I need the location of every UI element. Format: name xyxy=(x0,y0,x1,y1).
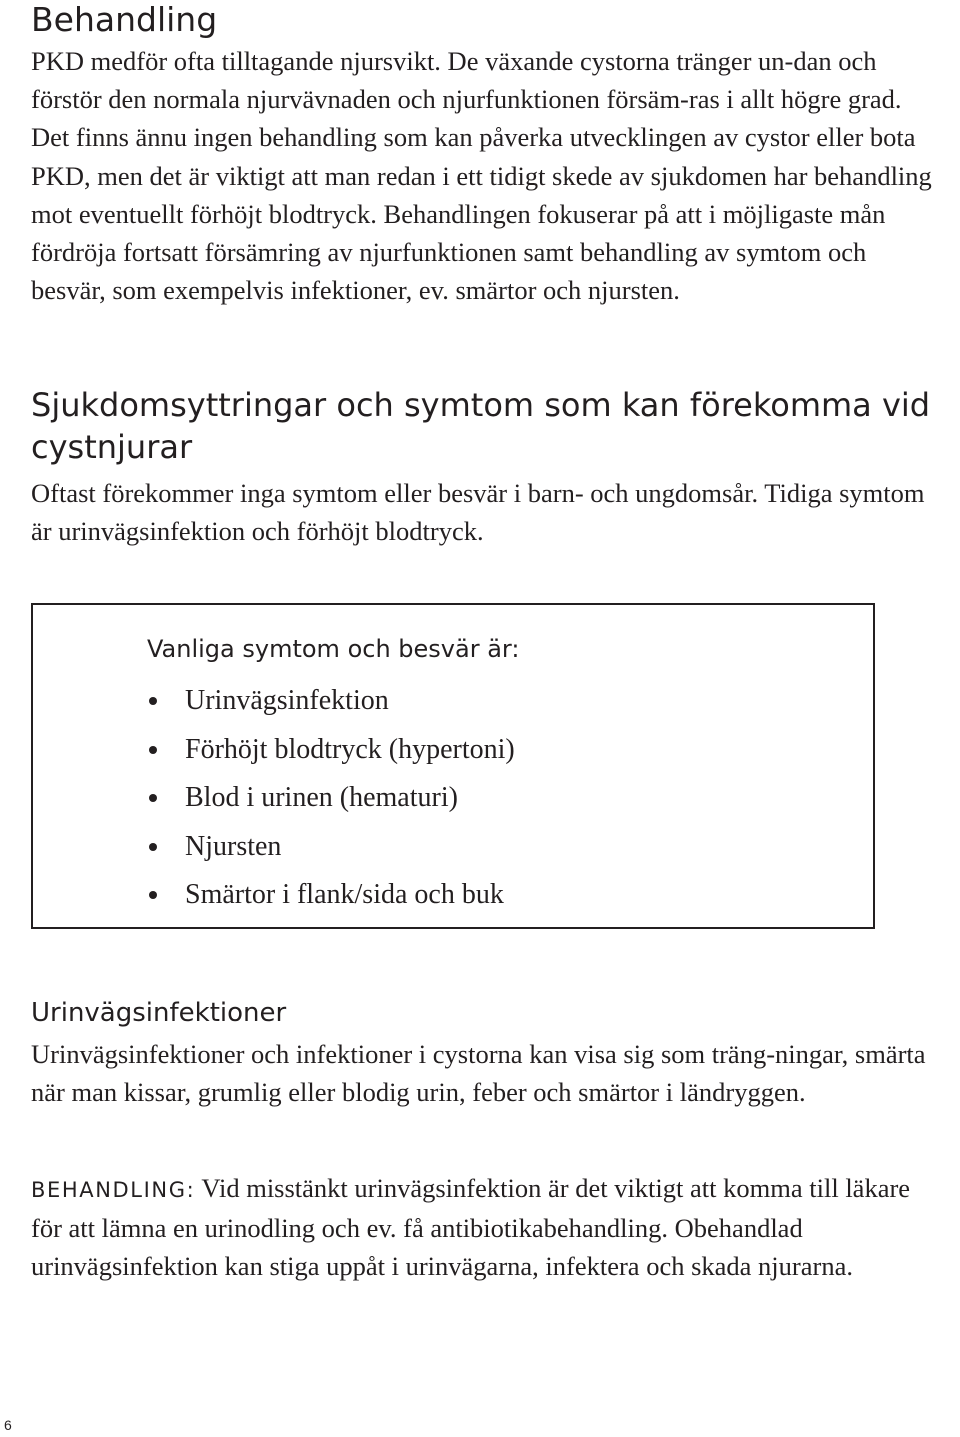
list-item-text: Njursten xyxy=(185,830,282,862)
paragraph-behandling: PKD medför ofta tilltagande njursvikt. De växande cystorna tränger un-dan och förstör den normala njurvävnaden och njurfunktionen försäm-ras i allt högre grad. Det finns ännu ingen behandling som kan påverka utvecklingen av cystor eller bota PKD, men det är viktigt att man redan i ett tidigt skede av sjukdomen har behandling mot eventuellt förhöjt blodtryck. Behandlingen fokuserar på att i möjligaste mån fördröja fortsatt försämring av njurfunktionen samt behandling av symtom och besvär, som exempelvis infektioner, ev. smärtor och njursten. xyxy=(31,46,932,306)
symptom-box-title: Vanliga symtom och besvär är: xyxy=(147,635,520,663)
list-item xyxy=(147,726,515,775)
treatment-label: BEHANDLING: xyxy=(31,1178,196,1202)
list-item-text: Urinvägsinfektion xyxy=(185,685,389,716)
list-item xyxy=(147,774,515,823)
list-item-text: Förhöjt blodtryck (hypertoni) xyxy=(185,733,515,765)
paragraph-urinvagsinfektioner: Urinvägsinfektioner och infektioner i cystorna kan visa sig som träng-ningar, smärta när man kissar, grumlig eller blodig urin, feber och smärtor i ländryggen. xyxy=(31,1039,926,1108)
list-item-text: Smärtor i flank/sida och buk xyxy=(185,879,504,910)
treatment-text: Vid misstänkt urinvägsinfektion är det viktigt att komma till läkare för att lämna en urinodling och ev. få antibiotikabehandling. Obehandlad urinvägsinfektion kan stiga uppåt i urinvägarna, infektera och skada njurarna. xyxy=(31,1173,911,1282)
symptom-list xyxy=(147,677,515,920)
paragraph-treatment xyxy=(31,1169,946,1286)
list-item xyxy=(147,823,515,872)
bullet-icon xyxy=(149,746,157,754)
list-item xyxy=(147,677,515,726)
bullet-icon xyxy=(149,697,157,705)
section-heading-behandling: Behandling xyxy=(31,0,218,39)
bullet-icon xyxy=(149,794,157,802)
paragraph-symtom: Oftast förekommer inga symtom eller besvär i barn- och ungdomsår. Tidiga symtom är urinvägsinfektion och förhöjt blodtryck. xyxy=(31,478,925,547)
bullet-icon xyxy=(149,891,157,899)
list-item-text: Blod i urinen (hematuri) xyxy=(185,782,458,813)
symptom-box xyxy=(31,603,875,929)
section-heading-urinvagsinfektioner: Urinvägsinfektioner xyxy=(31,998,287,1028)
section-heading-symtom: Sjukdomsyttringar och symtom som kan förekomma vid cystnjurar xyxy=(31,386,931,466)
bullet-icon xyxy=(149,843,157,851)
page-number: 6 xyxy=(4,1417,12,1433)
list-item xyxy=(147,871,515,920)
